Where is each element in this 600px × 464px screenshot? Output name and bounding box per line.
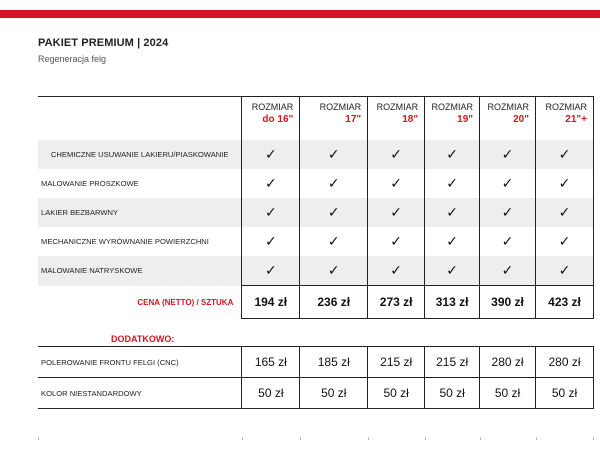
size-value: do 16" [262, 114, 294, 125]
check-icon: ✓ [480, 198, 536, 227]
size-value: 21"+ [565, 114, 587, 125]
service-label: LAKIER BEZBARWNY [38, 198, 242, 227]
check-icon: ✓ [536, 256, 594, 286]
check-icon: ✓ [425, 227, 480, 256]
check-icon: ✓ [300, 140, 368, 169]
price-cell: 273 zł [368, 286, 425, 319]
price-cell: 194 zł [242, 286, 300, 319]
pricing-table [38, 96, 594, 319]
column-tick [38, 437, 39, 440]
size-label: ROZMIAR [545, 102, 587, 112]
check-icon: ✓ [536, 198, 594, 227]
check-icon: ✓ [480, 256, 536, 286]
service-row [38, 227, 594, 256]
check-icon: ✓ [368, 140, 425, 169]
size-header-20 [480, 97, 536, 141]
size-label: ROZMIAR [487, 102, 529, 112]
extra-row [38, 347, 594, 378]
extra-price-cell: 280 zł [536, 347, 594, 378]
check-icon: ✓ [368, 227, 425, 256]
check-icon: ✓ [425, 169, 480, 198]
check-icon: ✓ [480, 140, 536, 169]
column-tick [480, 437, 481, 440]
extra-price-cell: 50 zł [242, 378, 300, 409]
check-icon: ✓ [536, 140, 594, 169]
size-header-21 [536, 97, 594, 141]
service-label: CHEMICZNE USUWANIE LAKIERU/PIASKOWANIE [38, 140, 242, 169]
check-icon: ✓ [242, 256, 300, 286]
column-tick [425, 437, 426, 440]
check-icon: ✓ [242, 227, 300, 256]
size-value: 19" [457, 114, 474, 125]
extras-heading: DODATKOWO: [111, 334, 175, 344]
extra-row [38, 378, 594, 409]
service-row [38, 198, 594, 227]
check-icon: ✓ [300, 198, 368, 227]
check-icon: ✓ [300, 256, 368, 286]
price-label: CENA (NETTO) / SZTUKA [137, 297, 234, 307]
check-icon: ✓ [536, 227, 594, 256]
check-icon: ✓ [368, 169, 425, 198]
extra-price-cell: 185 zł [300, 347, 368, 378]
extra-price-cell: 280 zł [480, 347, 536, 378]
extra-price-cell: 215 zł [368, 347, 425, 378]
price-cell: 313 zł [425, 286, 480, 319]
page-title: PAKIET PREMIUM | 2024 [38, 37, 169, 49]
check-icon: ✓ [242, 169, 300, 198]
price-cell: 423 zł [536, 286, 594, 319]
size-label: ROZMIAR [376, 102, 419, 112]
check-icon: ✓ [425, 198, 480, 227]
size-header-18 [368, 97, 425, 141]
extra-label: KOLOR NIESTANDARDOWY [38, 378, 242, 409]
check-icon: ✓ [368, 256, 425, 286]
check-icon: ✓ [425, 140, 480, 169]
size-header-16 [242, 97, 300, 141]
extra-price-cell: 50 zł [300, 378, 368, 409]
size-value: 18" [402, 114, 419, 125]
size-value: 17" [345, 114, 362, 125]
service-row [38, 169, 594, 198]
check-icon: ✓ [242, 198, 300, 227]
column-tick [536, 437, 537, 440]
extra-price-cell: 50 zł [425, 378, 480, 409]
extra-price-cell: 215 zł [425, 347, 480, 378]
price-cell: 390 zł [480, 286, 536, 319]
check-icon: ✓ [300, 227, 368, 256]
extra-price-cell: 165 zł [242, 347, 300, 378]
check-icon: ✓ [242, 140, 300, 169]
check-icon: ✓ [425, 256, 480, 286]
size-header-row [38, 97, 594, 141]
check-icon: ✓ [480, 169, 536, 198]
column-tick [242, 437, 243, 440]
price-cell: 236 zł [300, 286, 368, 319]
extra-price-cell: 50 zł [480, 378, 536, 409]
top-accent-bar [0, 10, 600, 18]
size-value: 20" [513, 114, 529, 125]
service-row [38, 256, 594, 286]
column-tick [368, 437, 369, 440]
service-label: MALOWANIE PROSZKOWE [41, 179, 139, 188]
page-subtitle: Regeneracja felg [38, 54, 107, 64]
service-row [38, 140, 594, 169]
extra-price-cell: 50 zł [536, 378, 594, 409]
check-icon: ✓ [536, 169, 594, 198]
size-header-19 [425, 97, 480, 141]
extra-price-cell: 50 zł [368, 378, 425, 409]
price-row [38, 286, 594, 319]
size-header-17 [300, 97, 368, 141]
size-label: ROZMIAR [431, 102, 474, 112]
column-tick [300, 437, 301, 440]
service-label: MALOWANIE NATRYSKOWE [38, 256, 242, 286]
check-icon: ✓ [300, 169, 368, 198]
bottom-column-ticks [38, 437, 594, 440]
service-label: MECHANICZNE WYRÓWNANIE POWIERZCHNI [41, 237, 209, 246]
check-icon: ✓ [480, 227, 536, 256]
column-tick [593, 437, 594, 440]
extra-label: POLEROWANIE FRONTU FELGI (CNC) [38, 347, 242, 378]
check-icon: ✓ [368, 198, 425, 227]
extras-table [38, 346, 594, 409]
size-label: ROZMIAR [319, 102, 362, 112]
size-label: ROZMIAR [251, 102, 294, 112]
